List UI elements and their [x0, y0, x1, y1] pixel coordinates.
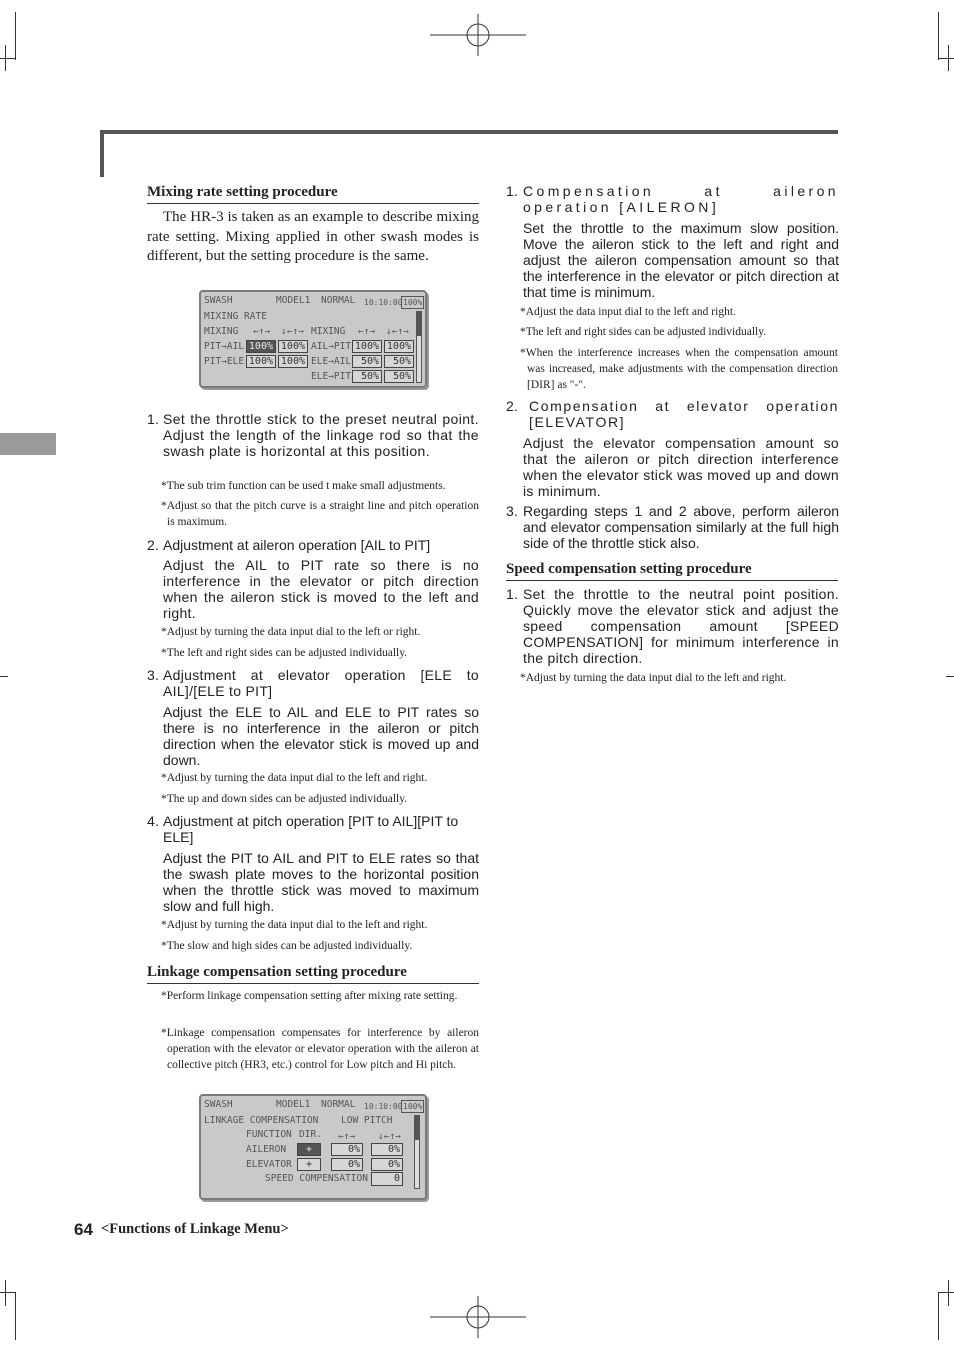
crop-mark [15, 1292, 16, 1340]
screen-mode: NORMAL [321, 1099, 356, 1110]
compensation-value[interactable]: 0% [371, 1158, 403, 1171]
crop-mark [15, 12, 16, 60]
header-rule-left [100, 130, 104, 177]
step-number: 1. [506, 183, 519, 199]
step-note: *Adjust by turning the data input dial to the left and right. [161, 772, 428, 784]
crop-mark [948, 45, 949, 71]
step-number: 4. [147, 813, 160, 829]
screen-title: SWASH [204, 295, 233, 306]
crop-mark [946, 676, 954, 677]
section-tab [0, 433, 56, 455]
scrollbar-thumb[interactable] [415, 1116, 419, 1140]
step-body: Adjust the elevator compensation amount so that the aileron or pitch direction interference when the elevator stick was moved up and down is minimum. [523, 435, 839, 499]
step-number: 2. [506, 398, 519, 414]
col-label-right: MIXING [311, 326, 346, 337]
step-body: Adjust the PIT to AIL and PIT to ELE rates so that the swash plate moves to the horizontal position when the throttle stick was moved to maximum slow and full high. [163, 850, 479, 914]
step-title: Adjustment at elevator operation [ELE to AIL]/[ELE to PIT] [163, 667, 479, 699]
step-note: *The left and right sides can be adjusted individually. [161, 647, 408, 659]
row-label: AILERON [246, 1144, 287, 1155]
screen-scrollbar[interactable] [414, 1115, 420, 1189]
rate-value[interactable]: 50% [384, 370, 414, 383]
screen-scrollbar[interactable] [416, 311, 422, 383]
battery-indicator: 100% [403, 298, 423, 307]
registration-mark [430, 1296, 526, 1338]
step-body: Set the throttle to the neutral point position. Quickly move the elevator stick and adjust the speed compensation amount [SPEED COMPENSATION] for minimum interference in the pitch direction. [523, 586, 839, 666]
step-body: Adjust the AIL to PIT rate so there is no interference in the elevator or pitch direction when the aileron stick is moved to the left and right. [163, 557, 479, 621]
row-label: ELE→AIL [311, 356, 352, 367]
row-label: PIT→ELE [204, 356, 245, 367]
step-title: Adjustment at aileron operation [AIL to PIT] [163, 537, 431, 553]
rate-value[interactable]: 100% [278, 340, 308, 353]
step-number: 2. [147, 537, 160, 553]
stick-arrow-icon: ←↑→ [253, 326, 271, 337]
row-label: SPEED COMPENSATION [265, 1173, 368, 1184]
crop-mark [938, 1292, 939, 1340]
speed-heading: Speed compensation setting procedure [506, 560, 838, 581]
step-note: *When the interference increases when the compensation amount was increased, make adjustments with the compensation direction [DIR] as "-". [520, 347, 838, 391]
stick-arrow-icon: ←↑→ [358, 326, 376, 337]
rate-value[interactable]: 100% [352, 340, 382, 353]
step-title: Compensation at aileron operation [AILERON] [523, 183, 839, 215]
step-note: *The sub trim function can be used t make small adjustments. [161, 480, 446, 492]
rate-value[interactable]: 50% [352, 370, 382, 383]
battery-indicator: 100% [403, 1102, 423, 1111]
compensation-value[interactable]: 0% [331, 1143, 363, 1156]
screen-subtitle: LINKAGE COMPENSATION [204, 1115, 319, 1126]
mixing-intro: The HR-3 is taken as an example to describe mixing rate setting. Mixing applied in other swash modes is different, but the setting procedure is the same. [147, 209, 479, 264]
stick-arrow-icon: ↓←↑→ [378, 1131, 401, 1142]
section-title: <Functions of Linkage Menu> [101, 1221, 289, 1237]
mixing-heading: Mixing rate setting procedure [147, 183, 479, 204]
step-number: 3. [506, 503, 519, 519]
scrollbar-thumb[interactable] [417, 312, 421, 336]
stick-arrow-icon: ↓←↑→ [386, 326, 409, 337]
crop-mark [0, 1292, 16, 1293]
function-label: FUNCTION [246, 1129, 292, 1140]
step-title: Regarding steps 1 and 2 above, perform aileron and elevator compensation similarly at the full high side of the throttle stick also. [523, 503, 839, 551]
page-number: 64 [74, 1220, 93, 1239]
rate-value[interactable]: 100% [246, 340, 276, 353]
rate-value[interactable]: 50% [384, 355, 414, 368]
crop-mark [0, 58, 16, 59]
step-title: Set the throttle stick to the preset neutral point. Adjust the length of the linkage rod so that the swash plate is horizontal at this position. [163, 411, 479, 459]
stick-arrow-icon: ↓←↑→ [281, 326, 304, 337]
step-note: *Adjust by turning the data input dial to the left and right. [520, 672, 787, 684]
dir-label: DIR. [299, 1129, 322, 1140]
registration-mark [430, 14, 526, 56]
row-label: AIL→PIT [311, 341, 352, 352]
screen-title: SWASH [204, 1099, 233, 1110]
linkage-heading: Linkage compensation setting procedure [147, 963, 479, 984]
linkage-compensation-screen [199, 1094, 427, 1200]
rate-value[interactable]: 50% [352, 355, 382, 368]
stick-arrow-icon: ←↑→ [338, 1131, 356, 1142]
crop-mark [948, 1280, 949, 1306]
pitch-label: LOW PITCH [341, 1115, 393, 1126]
step-body: Adjust the ELE to AIL and ELE to PIT rates so there is no interference in the aileron or pitch direction when the elevator stick is moved up and down. [163, 704, 479, 768]
rate-value[interactable]: 100% [384, 340, 414, 353]
step-note: *The slow and high sides can be adjusted individually. [161, 940, 413, 952]
step-body: Set the throttle to the maximum slow position. Move the aileron stick to the left and right and adjust the aileron compensation amount so that the interference in the elevator or pitch direction at that time is minimum. [523, 220, 839, 300]
step-note: *The up and down sides can be adjusted individually. [161, 793, 408, 805]
screen-time: 10:10:00 [364, 1102, 403, 1111]
step-number: 1. [506, 586, 519, 602]
row-label: ELE→PIT [311, 371, 352, 382]
step-note: *Adjust the data input dial to the left and right. [520, 306, 736, 318]
crop-mark [5, 45, 6, 71]
row-label: PIT→AIL [204, 341, 245, 352]
step-note: *Adjust by turning the data input dial to the left or right. [161, 626, 421, 638]
row-label: ELEVATOR [246, 1159, 292, 1170]
crop-mark [938, 58, 954, 59]
crop-mark [5, 1280, 6, 1306]
step-note: *The left and right sides can be adjusted individually. [520, 326, 767, 338]
crop-mark [938, 12, 939, 60]
mixing-rate-screen [199, 290, 427, 388]
step-title: Adjustment at pitch operation [PIT to AIL][PIT to ELE] [163, 813, 459, 845]
linkage-note: *Linkage compensation compensates for interference by aileron operation with the elevator or elevator operation with the aileron at collective pitch (HR3, etc.) control for Low pitch and Hi pitch. [161, 1027, 479, 1071]
crop-mark [938, 1292, 954, 1293]
rate-value[interactable]: 100% [246, 355, 276, 368]
rate-value[interactable]: 100% [278, 355, 308, 368]
header-rule [100, 130, 838, 134]
step-number: 3. [147, 667, 160, 683]
screen-model: MODEL1 [276, 1099, 311, 1110]
screen-time: 10:10:00 [364, 298, 403, 307]
compensation-value[interactable]: 0% [371, 1143, 403, 1156]
linkage-note: *Perform linkage compensation setting after mixing rate setting. [161, 990, 458, 1002]
screen-subtitle: MIXING RATE [204, 311, 267, 322]
step-note: *Adjust so that the pitch curve is a straight line and pitch operation is maximum. [161, 500, 479, 528]
compensation-value[interactable]: 0% [331, 1158, 363, 1171]
crop-mark [0, 676, 8, 677]
screen-model: MODEL1 [276, 295, 311, 306]
step-number: 1. [147, 411, 160, 427]
direction-value[interactable]: + [297, 1158, 321, 1171]
col-label-left: MIXING [204, 326, 239, 337]
step-note: *Adjust by turning the data input dial to the left and right. [161, 919, 428, 931]
screen-mode: NORMAL [321, 295, 356, 306]
direction-value[interactable]: + [297, 1143, 321, 1156]
speed-compensation-value[interactable]: 0 [371, 1172, 403, 1186]
step-title: Compensation at elevator operation [ELEVATOR] [529, 398, 839, 430]
